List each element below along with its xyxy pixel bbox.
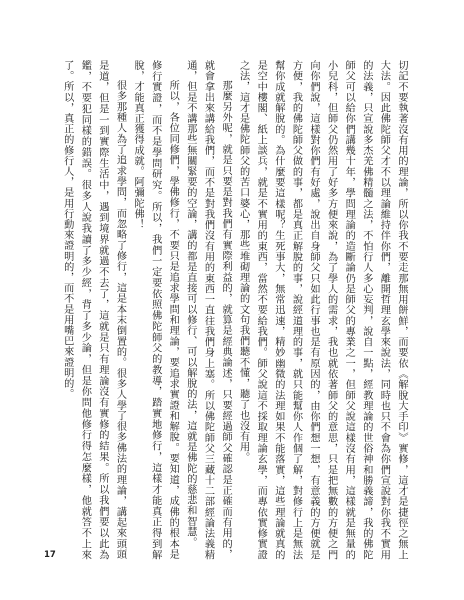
paragraph-4: 很多那種人為了追求學問，而忽略了修行，這是本末倒置的。很多人學了很多佛法的理論，講起來頭頭是道，但是一到實際生活中，遇到境界就過不去了，這就是只有理論沒有實修的結果。所以我們要以此為鑑，不要犯同樣的錯誤。很多人說我讀了多少經，背了多少論，但是你問他修行得怎麼樣，他就答不上來了。所以，真正的修行人，是用行動來證明的，而不是用嘴巴來證明的。 [61, 60, 126, 560]
page-number: 17 [44, 550, 56, 560]
body-text [48, 60, 410, 560]
paragraph-3: 所以，各位同修們，學佛修行，不要只是追求學問和理論，要追求實證和解脫。要知道，成佛的根本是修行實證，而不是學問研究。所以，我們一定要依照佛陀師父的教導，踏實地修行，這樣才能真正得到解脫，才能真正獲得成就。阿彌陀佛！ [132, 60, 179, 560]
paragraph-1: 切記不要執著沒有用的理論，所以你我不要走那無用餅鮮，而要依《解脫大手印》實修，這才是捷徑之無上大法。因此佛陀師父才不以理論維持伴你們，離開哲理玄學來說法，同時也只不會為你們宣說對你我不實用的法義，只宣說多杰羌佛精髓之法，不怕行人多心妄判，說自一點，經教理論的世俗神和勝義諦，我的佛陀師父可以給你們講幾十年，學問理論的造斷論仍是師父的專業之一，但師父說這樣沒有用，這樣就是無量的小兒科，但師父仍然用了好多方便來說，為了學人的需求，我也就依著師父的意思，只是把無數的方便之門向你們說，這樣對你們有好處，說出自身師父只如此行事也是有原因的，由你們想一想，有意義的方便就是方便，我的佛陀師父做的事，都是真正解脫的事，說經道理的事，就只能幫你人作個了解，對修行上是無法幫你成就解脫的。為什麼要這樣呢？生死事大，無常迅速，精妙幽微的法理如果不能落實，這些理論就真的是空中樓閣、紙上談兵，就是不實用的東西，當然不要給我們。師父說這不採取理論玄學，而專依實修實證之法，這才是佛陀師父的苦口婆心，那些堆砌理論的文句我們聽不懂，聽了也沒有用。 [237, 60, 407, 560]
paragraph-2: 那麼另外呢，就是只要是對我們有實際利益的，就算是經典論述，只要經過師父確認是正確而有用的，就會拿出來講給我們，而不是對我們沒有用的東西一直往我們身上塞。所以佛陀師父三藏十二部經論法義精通，但是不講那些無關緊要的空論，講的都是直接可以修行、可以解脫的法，這就是佛陀的慈悲和智慧。 [184, 60, 232, 560]
